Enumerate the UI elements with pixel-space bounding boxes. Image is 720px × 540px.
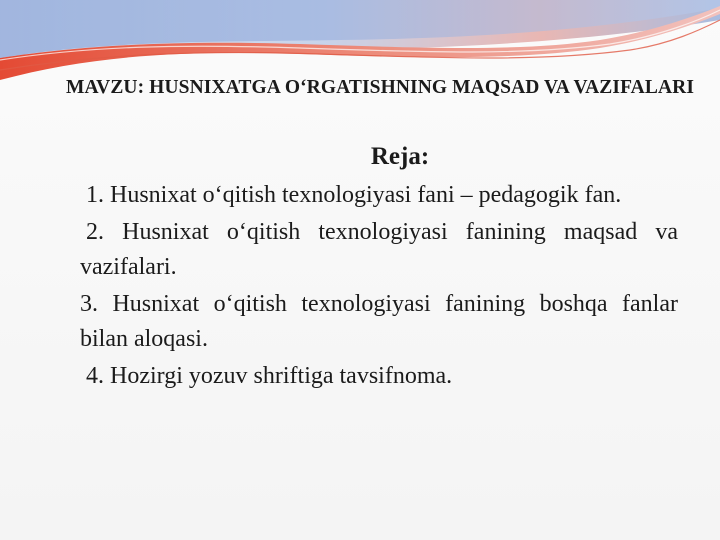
- slide-title: MAVZU: HUSNIXATGA O‘RGATISHNING MAQSAD VA VAZIFALARI: [65, 77, 695, 98]
- plan-item-3: 3. Husnixat o‘qitish texnologiyasi fanining boshqa fanlar bilan aloqasi.: [80, 291, 678, 352]
- plan-item-1: 1. Husnixat o‘qitish texnologiyasi fani – pedagogik fan.: [86, 182, 622, 208]
- plan-item-4: 4. Hozirgi yozuv shriftiga tavsifnoma.: [86, 363, 453, 389]
- plan-item-2: 2. Husnixat o‘qitish texnologiyasi fanining maqsad va vazifalari.: [80, 219, 678, 280]
- plan-list: [80, 178, 678, 396]
- plan-heading: Reja:: [370, 143, 430, 170]
